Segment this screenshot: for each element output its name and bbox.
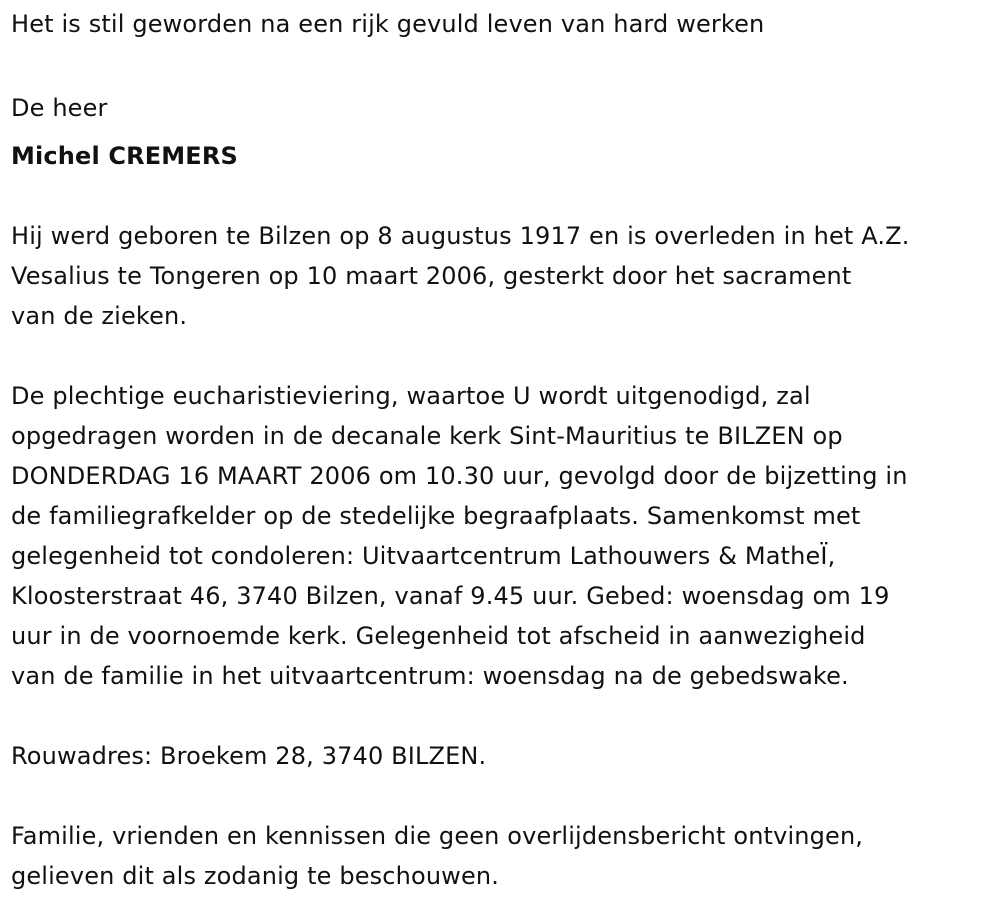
closing-paragraph <box>11 816 991 896</box>
paragraph-line: van de zieken. <box>11 302 188 330</box>
paragraph-line: gelieven dit als zodanig te beschouwen. <box>11 862 500 890</box>
death-notice <box>11 0 991 896</box>
paragraph-line: uur in de voornoemde kerk. Gelegenheid tot afscheid in aanwezigheid <box>11 622 866 650</box>
service-paragraph <box>11 376 991 696</box>
paragraph-line: opgedragen worden in de decanale kerk Sint-Mauritius te BILZEN op <box>11 422 843 450</box>
birth-paragraph <box>11 216 991 336</box>
paragraph-line: Kloosterstraat 46, 3740 Bilzen, vanaf 9.45 uur. Gebed: woensdag om 19 <box>11 582 890 610</box>
paragraph-line: Hij werd geboren te Bilzen op 8 augustus 1917 en is overleden in het A.Z. <box>11 222 910 250</box>
paragraph-line: DONDERDAG 16 MAART 2006 om 10.30 uur, gevolgd door de bijzetting in <box>11 462 908 490</box>
paragraph-line: van de familie in het uitvaartcentrum: woensdag na de gebedswake. <box>11 662 849 690</box>
paragraph-line: Vesalius te Tongeren op 10 maart 2006, gesterkt door het sacrament <box>11 262 852 290</box>
intro-text: Het is stil geworden na een rijk gevuld leven van hard werken <box>11 10 765 38</box>
paragraph-line: gelegenheid tot condoleren: Uitvaartcentrum Lathouwers & MatheÏ, <box>11 542 836 570</box>
paragraph-line: de familiegrafkelder op de stedelijke begraafplaats. Samenkomst met <box>11 502 861 530</box>
deceased-name: Michel CREMERS <box>11 142 238 170</box>
paragraph-line: Familie, vrienden en kennissen die geen overlijdensbericht ontvingen, <box>11 822 864 850</box>
mourning-address: Rouwadres: Broekem 28, 3740 BILZEN. <box>11 742 487 770</box>
salutation: De heer <box>11 94 108 122</box>
paragraph-line: De plechtige eucharistieviering, waartoe U wordt uitgenodigd, zal <box>11 382 811 410</box>
